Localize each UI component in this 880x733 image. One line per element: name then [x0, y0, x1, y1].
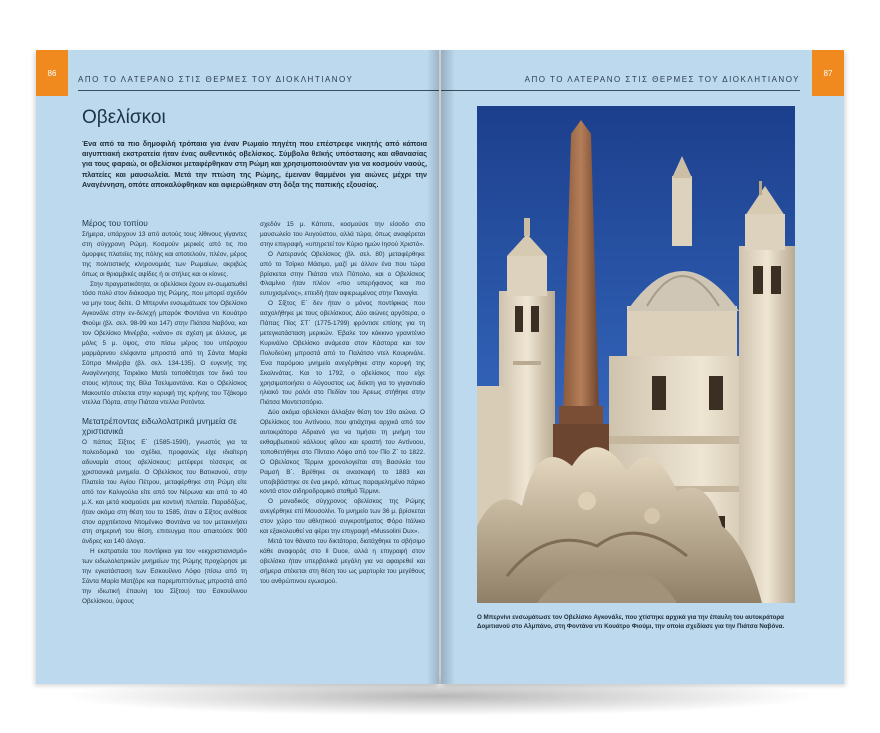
photo-caption: Ο Μπερνίνι ενσωμάτωσε τον Οβελίσκο Αγκονάλε, που χτίστηκε αρχικά για την έπαυλη του αυτοκράτορα Δομιτιανού στο Αλμπάνο, στη Φοντάνα ντι Κουάτρο Φιούμι, την οποία σχεδίασε για την Πιάτσα Ναβόνα.: [477, 614, 785, 631]
body-paragraph: Δύο ακόμα οβελίσκοι άλλαξαν θέση τον 19ο αιώνα. Ο Οβελίσκος του Αντίνοου, που φτιάχτηκε αρχικά από τον αυτοκράτορα Αδριανό για να τιμήσει τη μνήμη του εκθαμβωτικού κάλλους φίλου και εραστή του Αντίνοου, τοποθετήθηκε στο Πίντσιο Λόφο από τον Πίο Ζ΄ το 1822. Ο Οβελίσκος Τέρμινι χρονολογείται στη Βασιλεία του Ραμσή Β΄. Βρέθηκε σε ανασκαφή το 1883 και υποβιβάστηκε σε ένα μικρό, κάπως παραμελημένο πάρκο κοντά στον σιδηροδρομικό σταθμό Τέρμινι.: [260, 409, 425, 496]
right-page: [441, 50, 844, 684]
body-paragraph: Ο Λατερανός Οβελίσκος (βλ. σελ. 80) μεταφέρθηκε από το Τσίρκο Μάσιμο, μαζί με άλλον ένα που τώρα βρίσκεται στην Πιάτσα ντελ Πόπολο, και ο Οβελίσκος Φλαμίνιο ήταν πλέον «πιο υπερήφανος και πιο ευτυχισμένος», επειδή ήταν αφιερωμένος στην Παναγία.: [260, 250, 425, 298]
text-column-2: [260, 220, 425, 587]
body-paragraph: Ο πάπας Σίξτος Ε΄ (1585-1590), γνωστός για τα πολεοδομικά του σχέδια, προφανώς είχε ιδιαίτερη αδυναμία στους οβελίσκους: μετέφερε τέσσερις σε χριστιανικά μνημεία. Ο Οβελίσκος του Βατικανού, στην Πλατεία του Αγίου Πέτρου, μεταφέρθηκε στη Ρώμη είτε από τον Καλιγούλα είτε από τον Νέρωνα και από το 40 μ.Χ. και μετά κοσμούσε μια κοντινή πλατεία. Παραδόξως, ήταν ακόμα στη θέση του το 1585, όταν ο Σίξτος ανέθεσε στον αρχιτέκτονα Ντομένικο Φοντάνα να τον μετακινήσει στη σημερινή του θέση, επιτευγμα που απαιτούσε 900 άνδρες και 140 άλογα.: [82, 439, 247, 546]
book-spine: [427, 50, 455, 684]
photograph-icon: [477, 106, 795, 603]
text-column-1: [82, 218, 247, 607]
body-paragraph: Ο Σίξτος Ε΄ δεν ήταν ο μόνος ποντίφικας που ασχολήθηκε με τους οβελίσκους. Δύο αιώνες αργότερα, ο Πάπας Πίος ΣΤ΄ (1775-1799) φρόντισε επίσης για τη μετεγκατάσταση μερικών. Έβαλε τον κόκκινο γρανιτένιο Κυρινάλιο Οβελίσκο ανάμεσα στον Κάστορα και τον Πολυδεύκη μπροστά από το Παλάτσο ντελ Κουιρινάλε. Ένα παρόμοιο μνημείο ανεγέρθηκε στην κορυφή της Σκαλινάτας. Και το 1792, ο οβελίσκος που είχε χρησιμοποιήσει ο Αύγουστος ως δείκτη για το γιγαντιαίο ηλιακό του ρολόι στο Πεδίον του Άρεως στήθηκε στην Πιάτσα Μοντετσιτόριο.: [260, 300, 425, 407]
header-rule: [441, 90, 800, 91]
header-rule: [78, 90, 439, 91]
body-paragraph: Στην πραγματικότητα, οι οβελίσκοι έχουν εν-σωματωθεί τόσο πολύ στον διάκοσμο της Ρώμης, που μπορεί σχεδόν να μην τους δείτε. Ο Μπερνίνι ενσωμάτωσε τον Οβελίσκο Αγκονάλε στην εν-δελεχή μπαρόκ Φοντάνα ντι Κουάτρο Φιούμι (βλ. σελ. 98-99 και 147) στην Πιάτσα Ναβόνα, και τον Οβελίσκο Μινέρβα, «νάνο» σε σχέση με άλλους, με μόλις 5 μ. ύψος, στο πίσω μέρος του υπέροχου μαρμάρινου ελέφαντα μπροστά από τη Σάντα Μαρία Σόπρα Μινέρβα (βλ. σελ. 134-135). Ο ευγενής της Αναγέννησης Τσιριάκο Ματέι τοποθέτησε τον δικό του στους κήπους της Βίλα Τσελιμοντάνα. Και ο Οβελίσκος Μακουτέο στέκεται στην κορυφή της κρήνης του Τζάκομο ντελλα Πόρτα, στην Πιάτσα ντελλα Ροτόντα.: [82, 280, 247, 407]
page-number-tab: 87: [812, 50, 844, 96]
running-head: ΑΠΟ ΤΟ ΛΑΤΕΡΑΝΟ ΣΤΙΣ ΘΕΡΜΕΣ ΤΟΥ ΔΙΟΚΛΗΤΙΑΝΟΥ: [524, 75, 800, 84]
section-heading: Μετατρέποντας ειδωλολατρικά μνημεία σε χριστιανικά: [82, 416, 237, 437]
left-page: [36, 50, 439, 684]
body-paragraph: σχεδόν 15 μ. Κάποτε, κοσμούσε την είσοδο στο μαυσωλείο του Αυγούστου, αλλά τώρα, όπως αναφέρεται στην επιγραφή, «υπηρετεί τον Κύριο ημών Ιησού Χριστό».: [260, 221, 425, 248]
page-number-tab: 86: [36, 50, 68, 96]
body-paragraph: Μετά τον θάνατο του δικτάτορα, διατάχθηκε το σβήσιμο κάθε αναφοράς στο Il Duce, αλλά η επιγραφή στον οβελίσκο ήταν υπερβολικά μεγάλη για να αφαιρεθεί και σήμερα στέκεται στη θέση του ως μαρτυρία του μεγέθους του ανθρώπινου εγωισμού.: [260, 538, 425, 585]
lead-paragraph: Ένα από τα πιο δημοφιλή τρόπαια για έναν Ρωμαίο πηγέτη που επέστρεφε νικητής από κάποια αιγυπτιακή εκστρατεία ήταν ένας αυθεντικός οβελίσκος. Σύμβολα θεϊκής υπόστασης και αθανασίας για τους φαραώ, οι οβελίσκοι μεταφέρθηκαν στη Ρώμη και χρησιμοποιούνταν για να κοσμούν ναούς, πλατείες και μαυσωλεία. Μετά την πτώση της Ρώμης, έμειναν θαμμένοι για αιώνες μέχρι την Αναγέννηση, οπότε αποκαλύφθηκαν και αφιερώθηκαν στη δόξα της παπικής εξουσίας.: [82, 139, 427, 189]
page-title: Οβελίσκοι: [82, 107, 166, 128]
body-paragraph: Σήμερα, υπάρχουν 13 από αυτούς τους λίθινους γίγαντες στη σύγχρονη Ρώμη. Κοσμούν μερικές από τις πιο όμορφες πλατείες της πόλης και αποτελούν, πλέον, μέρος της πολιτιστικής κληρονομιάς των Ρωμαίων, ακριβώς όπως οι θριαμβικές αψίδες ή οι στήλες και οι κίονες.: [82, 231, 247, 278]
section-heading: Μέρος του τοπίου: [82, 218, 148, 228]
body-paragraph: Η εκστρατεία του ποντίφικα για τον «εκχριστιανισμό» των ειδωλολατρικών μνημείων της Ρώμης προχώρησε με την εγκατάσταση των Εσκουίλινο Λόφο (πίσω από τη Σάντα Μαρία Ματζόρε και παρεμπιπτόντως μπροστά από την ιδιωτική έπαυλη του Σίξτου) του Εσκουίλινου Οβελίσκου, ύψους: [82, 548, 247, 605]
body-paragraph: Ο μοναδικός σύγχρονος οβελίσκος της Ρώμης ανεγέρθηκε επί Μουσολίνι. Το μνημείο των 36 μ. βρίσκεται στον χώρο του αθλητικού συγκροτήματος Φόρο Ιτάλικο και εξακολουθεί να φέρει την επιγραφή «Mussolini Dux».: [260, 498, 425, 536]
running-head: ΑΠΟ ΤΟ ΛΑΤΕΡΑΝΟ ΣΤΙΣ ΘΕΡΜΕΣ ΤΟΥ ΔΙΟΚΛΗΤΙΑΝΟΥ: [78, 75, 354, 84]
